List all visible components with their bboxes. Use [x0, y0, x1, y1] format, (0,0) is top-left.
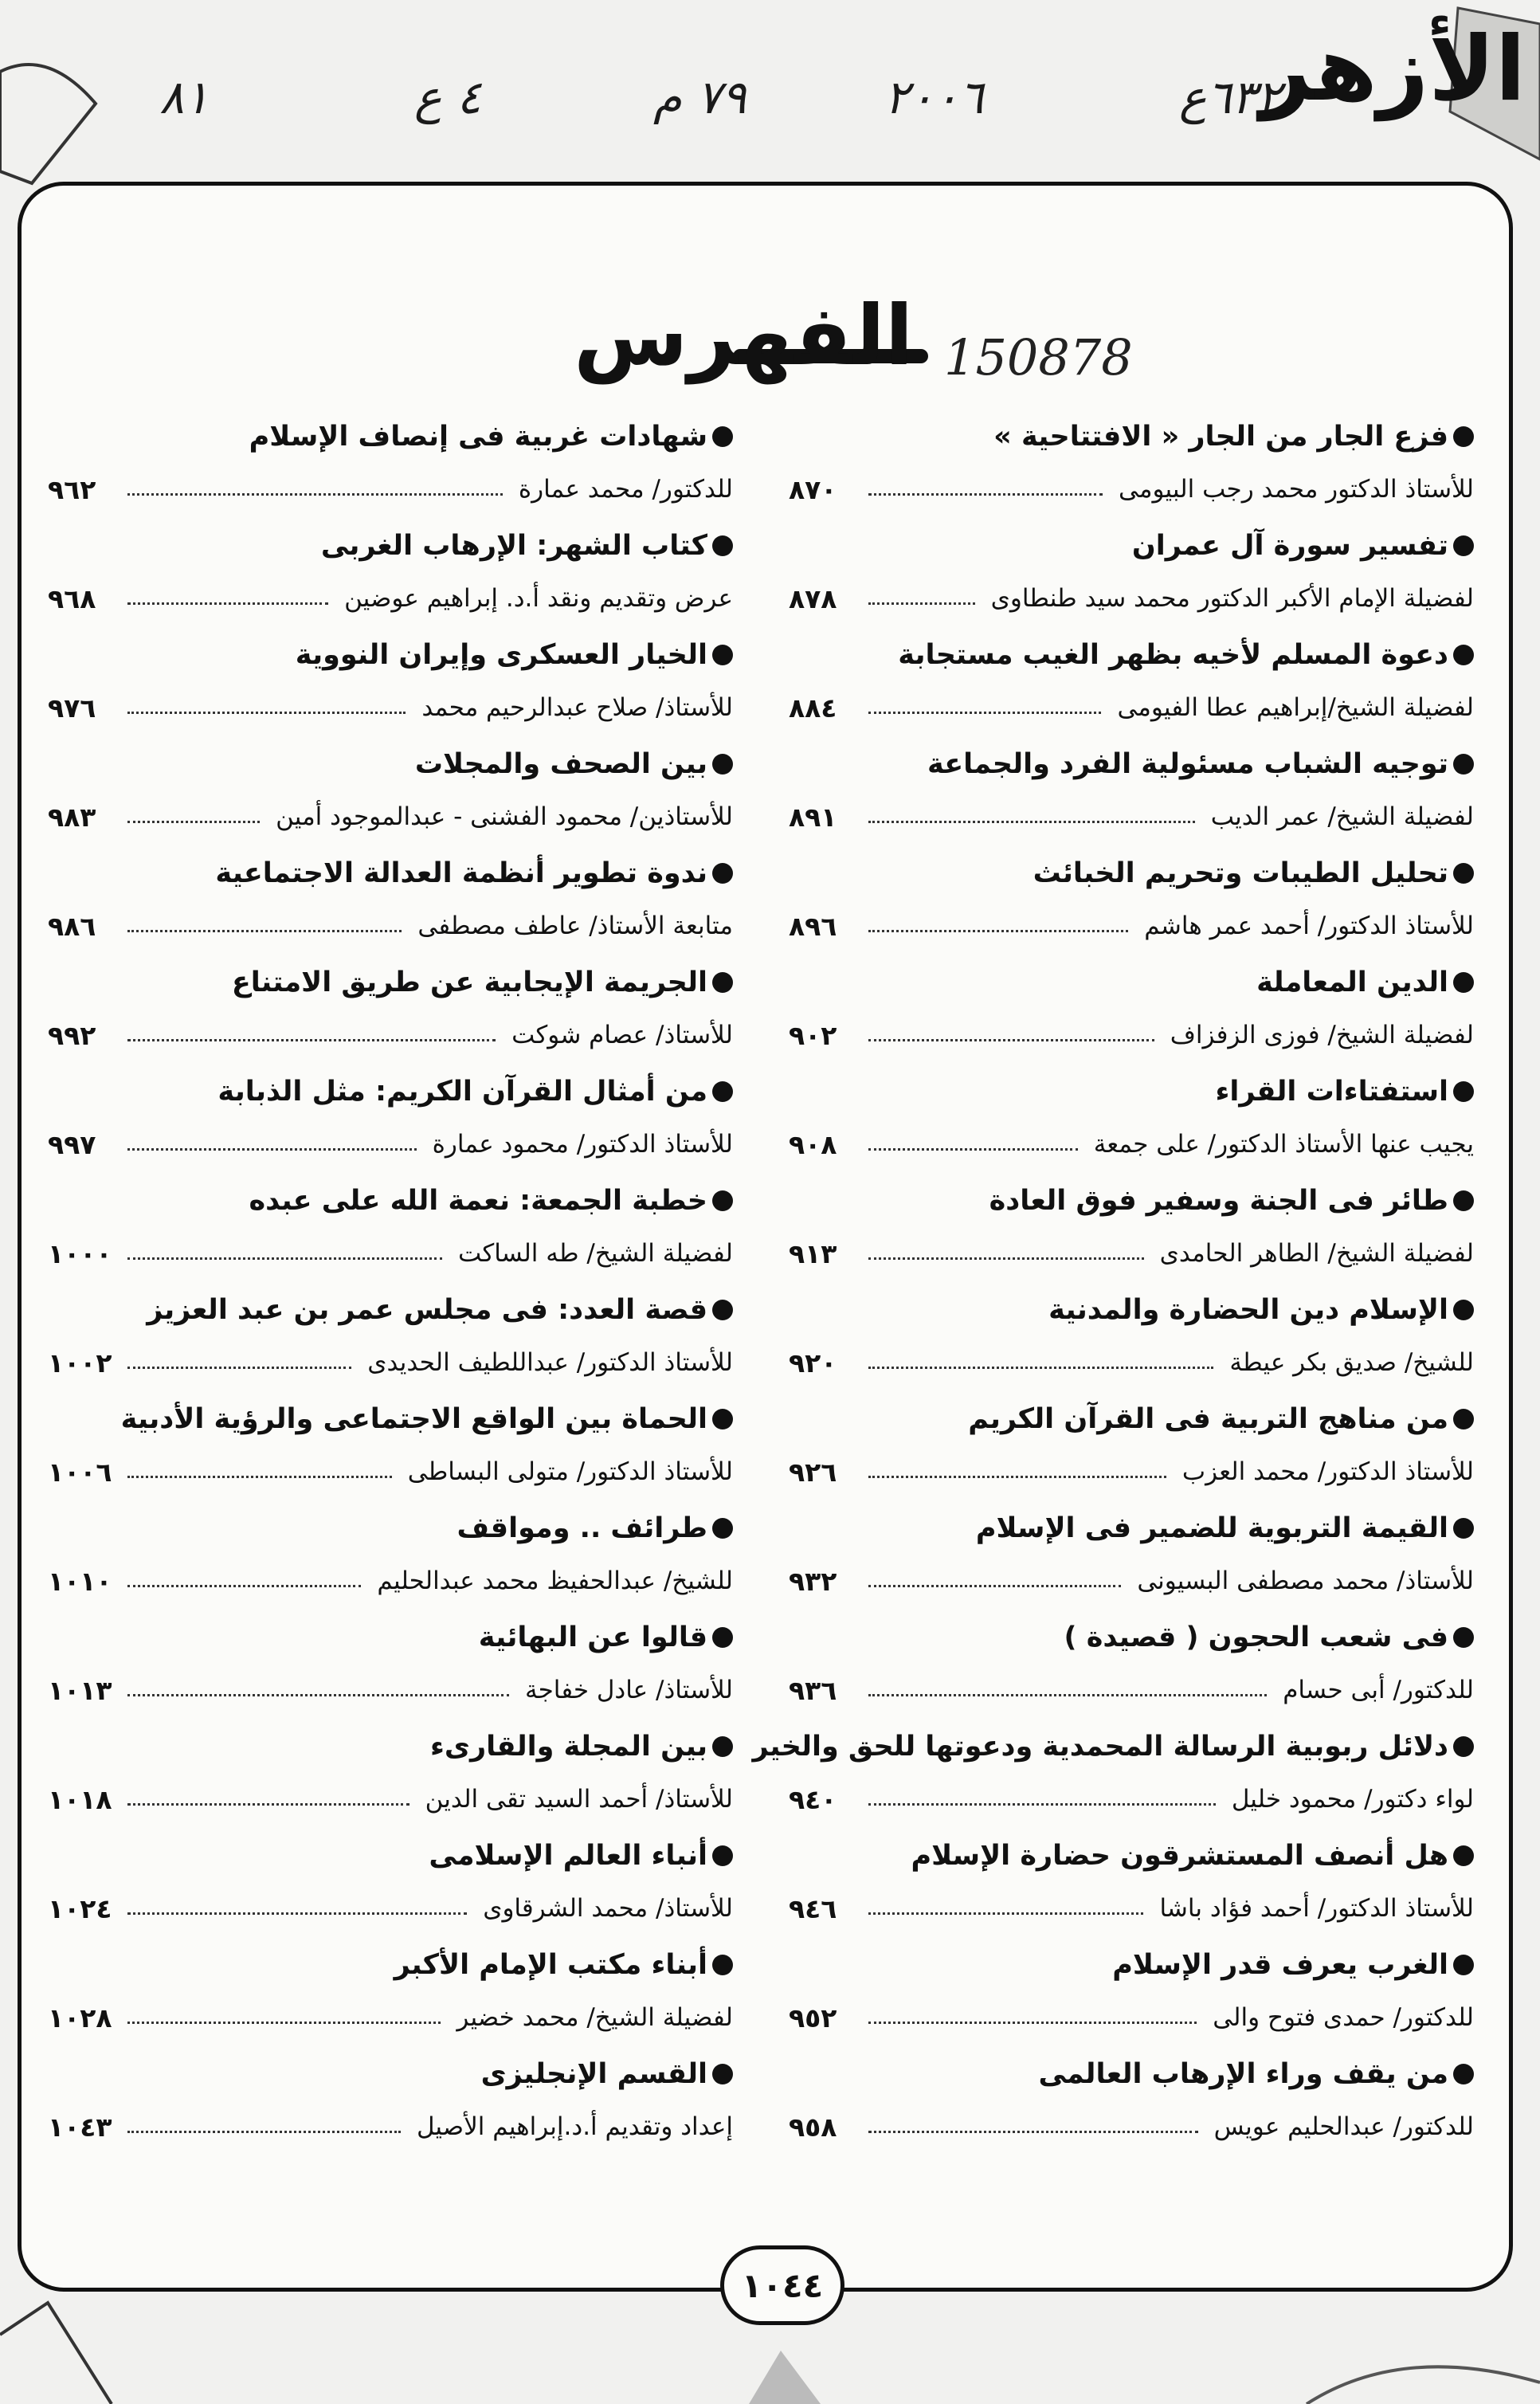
leader-dots [868, 493, 1103, 496]
toc-entry-title-text: هل أنصف المستشرقون حضارة الإسلام [911, 1840, 1448, 1872]
bullet-icon [712, 1190, 733, 1211]
toc-entry [789, 522, 1474, 631]
toc-entry-title-text: توجيه الشباب مسئولية الفرد والجماعة [927, 748, 1448, 780]
toc-entry-author: للأستاذ الدكتور/ محمد العزب [1181, 1457, 1474, 1486]
toc-entry-title [429, 1832, 733, 1880]
bullet-icon [712, 645, 733, 665]
toc-entry-title-text: من يقف وراء الإرهاب العالمى [1038, 2058, 1448, 2090]
bullet-icon [1453, 1300, 1474, 1320]
toc-entry [48, 1177, 733, 1286]
toc-entry-title [993, 413, 1474, 461]
leader-dots [127, 1803, 409, 1806]
toc-entry-author: لفضيلة الشيخ/ الطاهر الحامدى [1159, 1239, 1474, 1268]
toc-entry-title-text: الإسلام دين الحضارة والمدنية [1048, 1294, 1448, 1326]
toc-entry-title [296, 631, 733, 679]
toc-entry [789, 1614, 1474, 1723]
toc-entry [789, 1177, 1474, 1286]
toc-entry-page: ٩٤٦ [789, 1892, 837, 1924]
toc-entry-author: للأستاذ الدكتور/ أحمد عمر هاشم [1144, 912, 1474, 940]
toc-entry-byline [789, 684, 1474, 731]
toc-entry-author: يجيب عنها الأستاذ الدكتور/ على جمعة [1093, 1130, 1474, 1159]
toc-entry-author: للأستاذ الدكتور/ عبداللطيف الحديدى [367, 1348, 733, 1377]
bullet-icon [1453, 754, 1474, 775]
toc-entry-title-text: القسم الإنجليزى [480, 2058, 707, 2090]
bullet-icon [1453, 426, 1474, 447]
toc-entry-title-text: طرائف .. ومواقف [457, 1512, 707, 1544]
toc-entry [789, 1941, 1474, 2050]
toc-entry-page: ١٠١٨ [48, 1783, 112, 1815]
bullet-icon [712, 2064, 733, 2084]
toc-left-column [48, 413, 733, 2159]
leader-dots [127, 1039, 496, 1041]
toc-entry-page: ٩٤٠ [789, 1783, 837, 1815]
page-number: ١٠٤٤ [720, 2245, 844, 2325]
toc-entry-title-text: الغرب يعرف قدر الإسلام [1112, 1949, 1448, 1981]
toc-entry-title-text: قالوا عن البهائية [478, 1622, 707, 1653]
toc-entry [789, 1832, 1474, 1941]
toc-entry [789, 413, 1474, 522]
toc-entry-byline [789, 1339, 1474, 1386]
toc-entry-page: ١٠١٣ [48, 1674, 112, 1706]
bullet-icon [1453, 972, 1474, 993]
bullet-icon [1453, 863, 1474, 884]
toc-entry-page: ١٠٢٨ [48, 2002, 112, 2033]
toc-entry-page: ٩٨٦ [48, 910, 96, 942]
toc-entry-page: ٩٣٢ [789, 1565, 837, 1597]
toc-entry-page: ٩٩٧ [48, 1128, 96, 1160]
toc-entry [48, 1832, 733, 1941]
bullet-icon [1453, 535, 1474, 556]
toc-entry-byline [789, 1448, 1474, 1496]
toc-entry-title-text: دعوة المسلم لأخيه بظهر الغيب مستجابة [898, 639, 1448, 671]
toc-entry-author: للدكتور/ محمد عمارة [518, 475, 733, 504]
leader-dots [868, 1039, 1154, 1041]
toc-entry [789, 1286, 1474, 1395]
toc-entry-title-text: من أمثال القرآن الكريم: مثل الذبابة [217, 1076, 707, 1108]
toc-entry-page: ٨٩٦ [789, 910, 837, 942]
leader-dots [127, 2022, 441, 2024]
leader-dots [868, 1257, 1144, 1260]
leader-dots [868, 1585, 1121, 1587]
toc-entry-byline [48, 2103, 733, 2151]
toc-entry-title-text: بين المجلة والقارىء [430, 1731, 707, 1763]
toc-entry-page: ٩٢٦ [789, 1456, 837, 1488]
leader-dots [127, 1148, 417, 1151]
leader-dots [127, 1367, 351, 1369]
toc-entry-page: ١٠٤٣ [48, 2111, 112, 2143]
toc-entry-page: ٩٥٨ [789, 2111, 837, 2143]
toc-entry [48, 1504, 733, 1614]
bullet-icon [712, 1300, 733, 1320]
toc-entry-page: ٩٠٢ [789, 1019, 837, 1051]
toc-entry-title [217, 1068, 733, 1116]
toc-entry [752, 1723, 1474, 1832]
toc-entry-title [457, 1504, 734, 1552]
bullet-icon [712, 426, 733, 447]
toc-entry-byline [789, 1557, 1474, 1605]
toc-entry-title-text: فزع الجار من الجار « الافتتاحية » [993, 421, 1448, 453]
toc-entry-byline [789, 1775, 1474, 1823]
bullet-icon [712, 1409, 733, 1429]
leader-dots [127, 930, 402, 932]
toc-entry-title-text: تفسير سورة آل عمران [1131, 530, 1448, 562]
toc-entry-title-text: دلائل ربوبية الرسالة المحمدية ودعوتها للحق والخير [752, 1731, 1448, 1763]
toc-entry-title-text: فى شعب الحجون ( قصيدة ) [1064, 1622, 1448, 1653]
toc-entry [48, 1395, 733, 1504]
toc-entry-title [321, 522, 733, 570]
toc-entry-title [232, 959, 733, 1006]
toc-entry-page: ١٠٠٦ [48, 1456, 112, 1488]
toc-entry-page: ١٠٢٤ [48, 1892, 112, 1924]
toc-entry-title-text: الحماة بين الواقع الاجتماعى والرؤية الأدبية [120, 1403, 707, 1435]
bullet-icon [712, 1845, 733, 1866]
toc-entry [48, 522, 733, 631]
toc-entry-title [989, 1177, 1474, 1225]
toc-entry-byline [48, 793, 733, 841]
toc-entry-author: لواء دكتور/ محمود خليل [1231, 1785, 1474, 1814]
bullet-icon [712, 1736, 733, 1757]
leader-dots [127, 821, 260, 823]
toc-entry [48, 849, 733, 959]
toc-entry-byline [789, 575, 1474, 622]
leader-dots [868, 602, 975, 605]
toc-entry-byline [789, 1884, 1474, 1932]
toc-entry-title [121, 1395, 733, 1443]
toc-entry [48, 1068, 733, 1177]
leader-dots [868, 2022, 1197, 2024]
toc-entry [789, 1504, 1474, 1614]
toc-entry-byline [789, 1994, 1474, 2041]
toc-entry-title [753, 1723, 1474, 1771]
toc-entry [48, 413, 733, 522]
toc-entry-title [976, 1504, 1474, 1552]
toc-entry-author: للأستاذ الدكتور محمد رجب البيومى [1119, 475, 1474, 504]
toc-entry-byline [48, 1339, 733, 1386]
toc-entry-title-text: بين الصحف والمجلات [414, 748, 707, 780]
handwritten-note-1: ٨١ [159, 70, 210, 124]
toc-entry-title [249, 1177, 733, 1225]
toc-entry [789, 959, 1474, 1068]
toc-entry-page: ٩٦٢ [48, 473, 96, 505]
toc-entry-page: ٩٧٦ [48, 692, 96, 724]
toc-entry [48, 1723, 733, 1832]
toc-entry-byline [789, 1120, 1474, 1168]
bullet-icon [1453, 1409, 1474, 1429]
toc-entry-title [1215, 1068, 1474, 1116]
toc-entry-byline [48, 1011, 733, 1059]
bullet-icon [712, 1081, 733, 1102]
toc-entry-author: للشيخ/ عبدالحفيظ محمد عبدالحليم [377, 1567, 733, 1595]
toc-entry-page: ٨٧٠ [789, 473, 837, 505]
toc-entry [789, 631, 1474, 740]
toc-entry-page: ٩٩٢ [48, 1019, 96, 1051]
toc-entry-title [1112, 1941, 1474, 1989]
toc-entry [48, 2050, 733, 2159]
toc-entry [789, 849, 1474, 959]
bullet-icon [712, 754, 733, 775]
toc-entry-author: إعداد وتقديم أ.د.إبراهيم الأصيل [416, 2112, 733, 2141]
toc-entry-page: ١٠٠٠ [48, 1237, 112, 1269]
leader-dots [868, 1367, 1213, 1369]
toc-entry [789, 2050, 1474, 2159]
toc-entry [789, 740, 1474, 849]
bullet-icon [1453, 1627, 1474, 1648]
toc-entry-title-text: تحليل الطيبات وتحريم الخبائث [1033, 857, 1448, 889]
bullet-icon [1453, 1955, 1474, 1975]
toc-entry [48, 740, 733, 849]
toc-entry-page: ٩٠٨ [789, 1128, 837, 1160]
toc-entry-page: ٩١٣ [789, 1237, 837, 1269]
leader-dots [868, 930, 1128, 932]
toc-entry-title [481, 2050, 733, 2098]
bullet-icon [712, 1518, 733, 1539]
toc-entry-page: ٨٩١ [789, 801, 837, 833]
leader-dots [127, 712, 406, 714]
bullet-icon [1453, 1736, 1474, 1757]
toc-entry-title [911, 1832, 1474, 1880]
toc-entry-author: للدكتور/ حمدى فتوح والى [1213, 2003, 1474, 2032]
toc-entry-page: ٩٣٦ [789, 1674, 837, 1706]
toc-entry [48, 631, 733, 740]
toc-entry-byline [48, 575, 733, 622]
leader-dots [127, 493, 503, 496]
toc-entry-author: لفضيلة الإمام الأكبر الدكتور محمد سيد طنطاوى [990, 584, 1474, 613]
magazine-logo: الأزهر [1260, 18, 1526, 121]
toc-entry-author: عرض وتقديم ونقد أ.د. إبراهيم عوضين [344, 584, 733, 613]
toc-entry-title [430, 1723, 733, 1771]
toc-entry-title-text: كتاب الشهر: الإرهاب الغربى [320, 530, 707, 562]
toc-entry-title-text: شهادات غربية فى إنصاف الإسلام [249, 421, 707, 453]
leader-dots [868, 712, 1101, 714]
toc-entry-byline [789, 902, 1474, 950]
toc-entry-title [898, 631, 1474, 679]
toc-entry-author: للأستاذ الدكتور/ محمود عمارة [432, 1130, 733, 1159]
leader-dots [868, 1148, 1078, 1151]
toc-entry-byline [789, 793, 1474, 841]
leader-dots [868, 2131, 1198, 2133]
toc-entry-byline [48, 1557, 733, 1605]
toc-entry-title [968, 1395, 1474, 1443]
toc-entry-author: للأستاذ/ عصام شوكت [511, 1021, 733, 1049]
toc-entry-title-text: طائر فى الجنة وسفير فوق العادة [989, 1185, 1448, 1217]
toc-entry-byline [789, 1011, 1474, 1059]
toc-entry-title [927, 740, 1474, 788]
toc-entry-author: للدكتور/ أبى حسام [1283, 1676, 1474, 1704]
leader-dots [868, 821, 1195, 823]
toc-entry-title-text: ندوة تطوير أنظمة العدالة الاجتماعية [215, 857, 707, 889]
toc-entry-page: ١٠١٠ [48, 1565, 112, 1597]
toc-entry-title [215, 849, 733, 897]
toc-entry-title-text: القيمة التربوية للضمير فى الإسلام [975, 1512, 1448, 1544]
toc-entry-byline [789, 465, 1474, 513]
toc-entry-byline [48, 1775, 733, 1823]
toc-entry-title [479, 1614, 733, 1661]
toc-entry-author: لفضيلة الشيخ/إبراهيم عطا الفيومى [1117, 693, 1474, 722]
toc-entry-page: ١٠٠٢ [48, 1347, 112, 1378]
handwritten-note-2: ٤ ع [414, 70, 482, 124]
leader-dots [127, 602, 328, 605]
bullet-icon [1453, 1081, 1474, 1102]
toc-entry-author: للأستاذ الدكتور/ أحمد فؤاد باشا [1159, 1894, 1474, 1923]
toc-entry-byline [48, 1120, 733, 1168]
toc-entry-author: متابعة الأستاذ/ عاطف مصطفى [417, 912, 733, 940]
toc-entry-page: ٨٨٤ [789, 692, 837, 724]
toc-entry-author: للأستاذ الدكتور/ متولى البساطى [407, 1457, 733, 1486]
handwritten-note-4: ٢٠٠٦ [884, 70, 984, 124]
toc-entry-author: للدكتور/ عبدالحليم عويس [1213, 2112, 1474, 2141]
toc-entry-title-text: استفتاءات القراء [1215, 1076, 1448, 1108]
toc-entry-author: للأستاذ/ محمد الشرقاوى [483, 1894, 733, 1923]
toc-entry-title [1038, 2050, 1474, 2098]
leader-dots [868, 1476, 1166, 1478]
toc-entry-byline [48, 1229, 733, 1277]
toc-entry-byline [48, 902, 733, 950]
toc-entry-author: للأستاذ/ صلاح عبدالرحيم محمد [421, 693, 733, 722]
bullet-icon [1453, 1845, 1474, 1866]
toc-entry-title [415, 740, 733, 788]
page-title: الفهرس [574, 287, 914, 384]
bullet-icon [1453, 1190, 1474, 1211]
toc-entry-author: لفضيلة الشيخ/ محمد خضير [457, 2003, 733, 2032]
toc-entry-author: للأستاذ/ محمد مصطفى البسيونى [1137, 1567, 1474, 1595]
toc-entry-title-text: خطبة الجمعة: نعمة الله على عبده [249, 1185, 707, 1217]
toc-entry-byline [48, 1666, 733, 1714]
toc-entry-title-text: الدين المعاملة [1256, 967, 1448, 998]
toc-entry-page: ٩٢٠ [789, 1347, 837, 1378]
toc-entry-byline [789, 1229, 1474, 1277]
toc-entry [48, 1941, 733, 2050]
toc-entry [789, 1395, 1474, 1504]
toc-entry-author: لفضيلة الشيخ/ عمر الديب [1210, 802, 1474, 831]
toc-entry-byline [789, 1666, 1474, 1714]
toc-entry-title [394, 1941, 733, 1989]
leader-dots [868, 1694, 1267, 1696]
leader-dots [127, 1476, 392, 1478]
toc-entry-title-text: الجريمة الإيجابية عن طريق الامتناع [231, 967, 707, 998]
toc-entry-author: للأستاذين/ محمود الفشنى - عبدالموجود أمين [276, 802, 733, 831]
toc-entry-title [1256, 959, 1474, 1006]
toc-entry-byline [789, 2103, 1474, 2151]
toc-entry-page: ٩٦٨ [48, 582, 96, 614]
toc-right-column [752, 413, 1474, 2159]
toc-entry [48, 959, 733, 1068]
toc-entry-byline [48, 1884, 733, 1932]
leader-dots [127, 1585, 361, 1587]
toc-entry-author: للشيخ/ صديق بكر عيطة [1229, 1348, 1474, 1377]
toc-entry-title-text: قصة العدد: فى مجلس عمر بن عبد العزيز [147, 1294, 707, 1326]
bullet-icon [712, 972, 733, 993]
toc-entry-title [1033, 849, 1474, 897]
toc-entry-author: لفضيلة الشيخ/ طه الساكت [458, 1239, 733, 1268]
toc-entry-title [1048, 1286, 1474, 1334]
leader-dots [127, 2131, 401, 2133]
toc-entry-byline [48, 684, 733, 731]
toc-entry-page: ٨٧٨ [789, 582, 837, 614]
handwritten-note-5: ٦٣٢ع [1179, 70, 1282, 124]
leader-dots [127, 1912, 467, 1915]
accession-number: 150878 [944, 328, 1133, 386]
toc-entry-author: للأستاذ/ أحمد السيد تقى الدين [425, 1785, 733, 1814]
leader-dots [868, 1803, 1216, 1806]
leader-dots [127, 1257, 442, 1260]
bullet-icon [1453, 2064, 1474, 2084]
leader-dots [127, 1694, 509, 1696]
toc-entry-title-text: أنباء العالم الإسلامى [429, 1840, 707, 1872]
toc-entry-title [249, 413, 733, 461]
bullet-icon [712, 535, 733, 556]
handwritten-note-3: ٧٩ م [653, 70, 746, 124]
toc-entry-title-text: من مناهج التربية فى القرآن الكريم [968, 1403, 1448, 1435]
toc-entry-title [1132, 522, 1474, 570]
toc-entry-title-text: الخيار العسكرى وإيران النووية [295, 639, 707, 671]
toc-entry [48, 1614, 733, 1723]
toc-entry-author: لفضيلة الشيخ/ فوزى الزفزاف [1170, 1021, 1474, 1049]
toc-entry-title [1064, 1614, 1474, 1661]
toc-entry-author: للأستاذ/ عادل خفاجة [524, 1676, 733, 1704]
toc-entry [789, 1068, 1474, 1177]
toc-entry-page: ٩٥٢ [789, 2002, 837, 2033]
toc-entry-byline [48, 1994, 733, 2041]
bullet-icon [712, 863, 733, 884]
toc-entry-byline [48, 1448, 733, 1496]
toc-entry-page: ٩٨٣ [48, 801, 96, 833]
leader-dots [868, 1912, 1143, 1915]
bullet-icon [1453, 645, 1474, 665]
bullet-icon [712, 1955, 733, 1975]
toc-entry-title [147, 1286, 733, 1334]
toc-entry [48, 1286, 733, 1395]
toc-entry-byline [48, 465, 733, 513]
toc-entry-title-text: أبناء مكتب الإمام الأكبر [394, 1949, 707, 1981]
bullet-icon [1453, 1518, 1474, 1539]
bullet-icon [712, 1627, 733, 1648]
